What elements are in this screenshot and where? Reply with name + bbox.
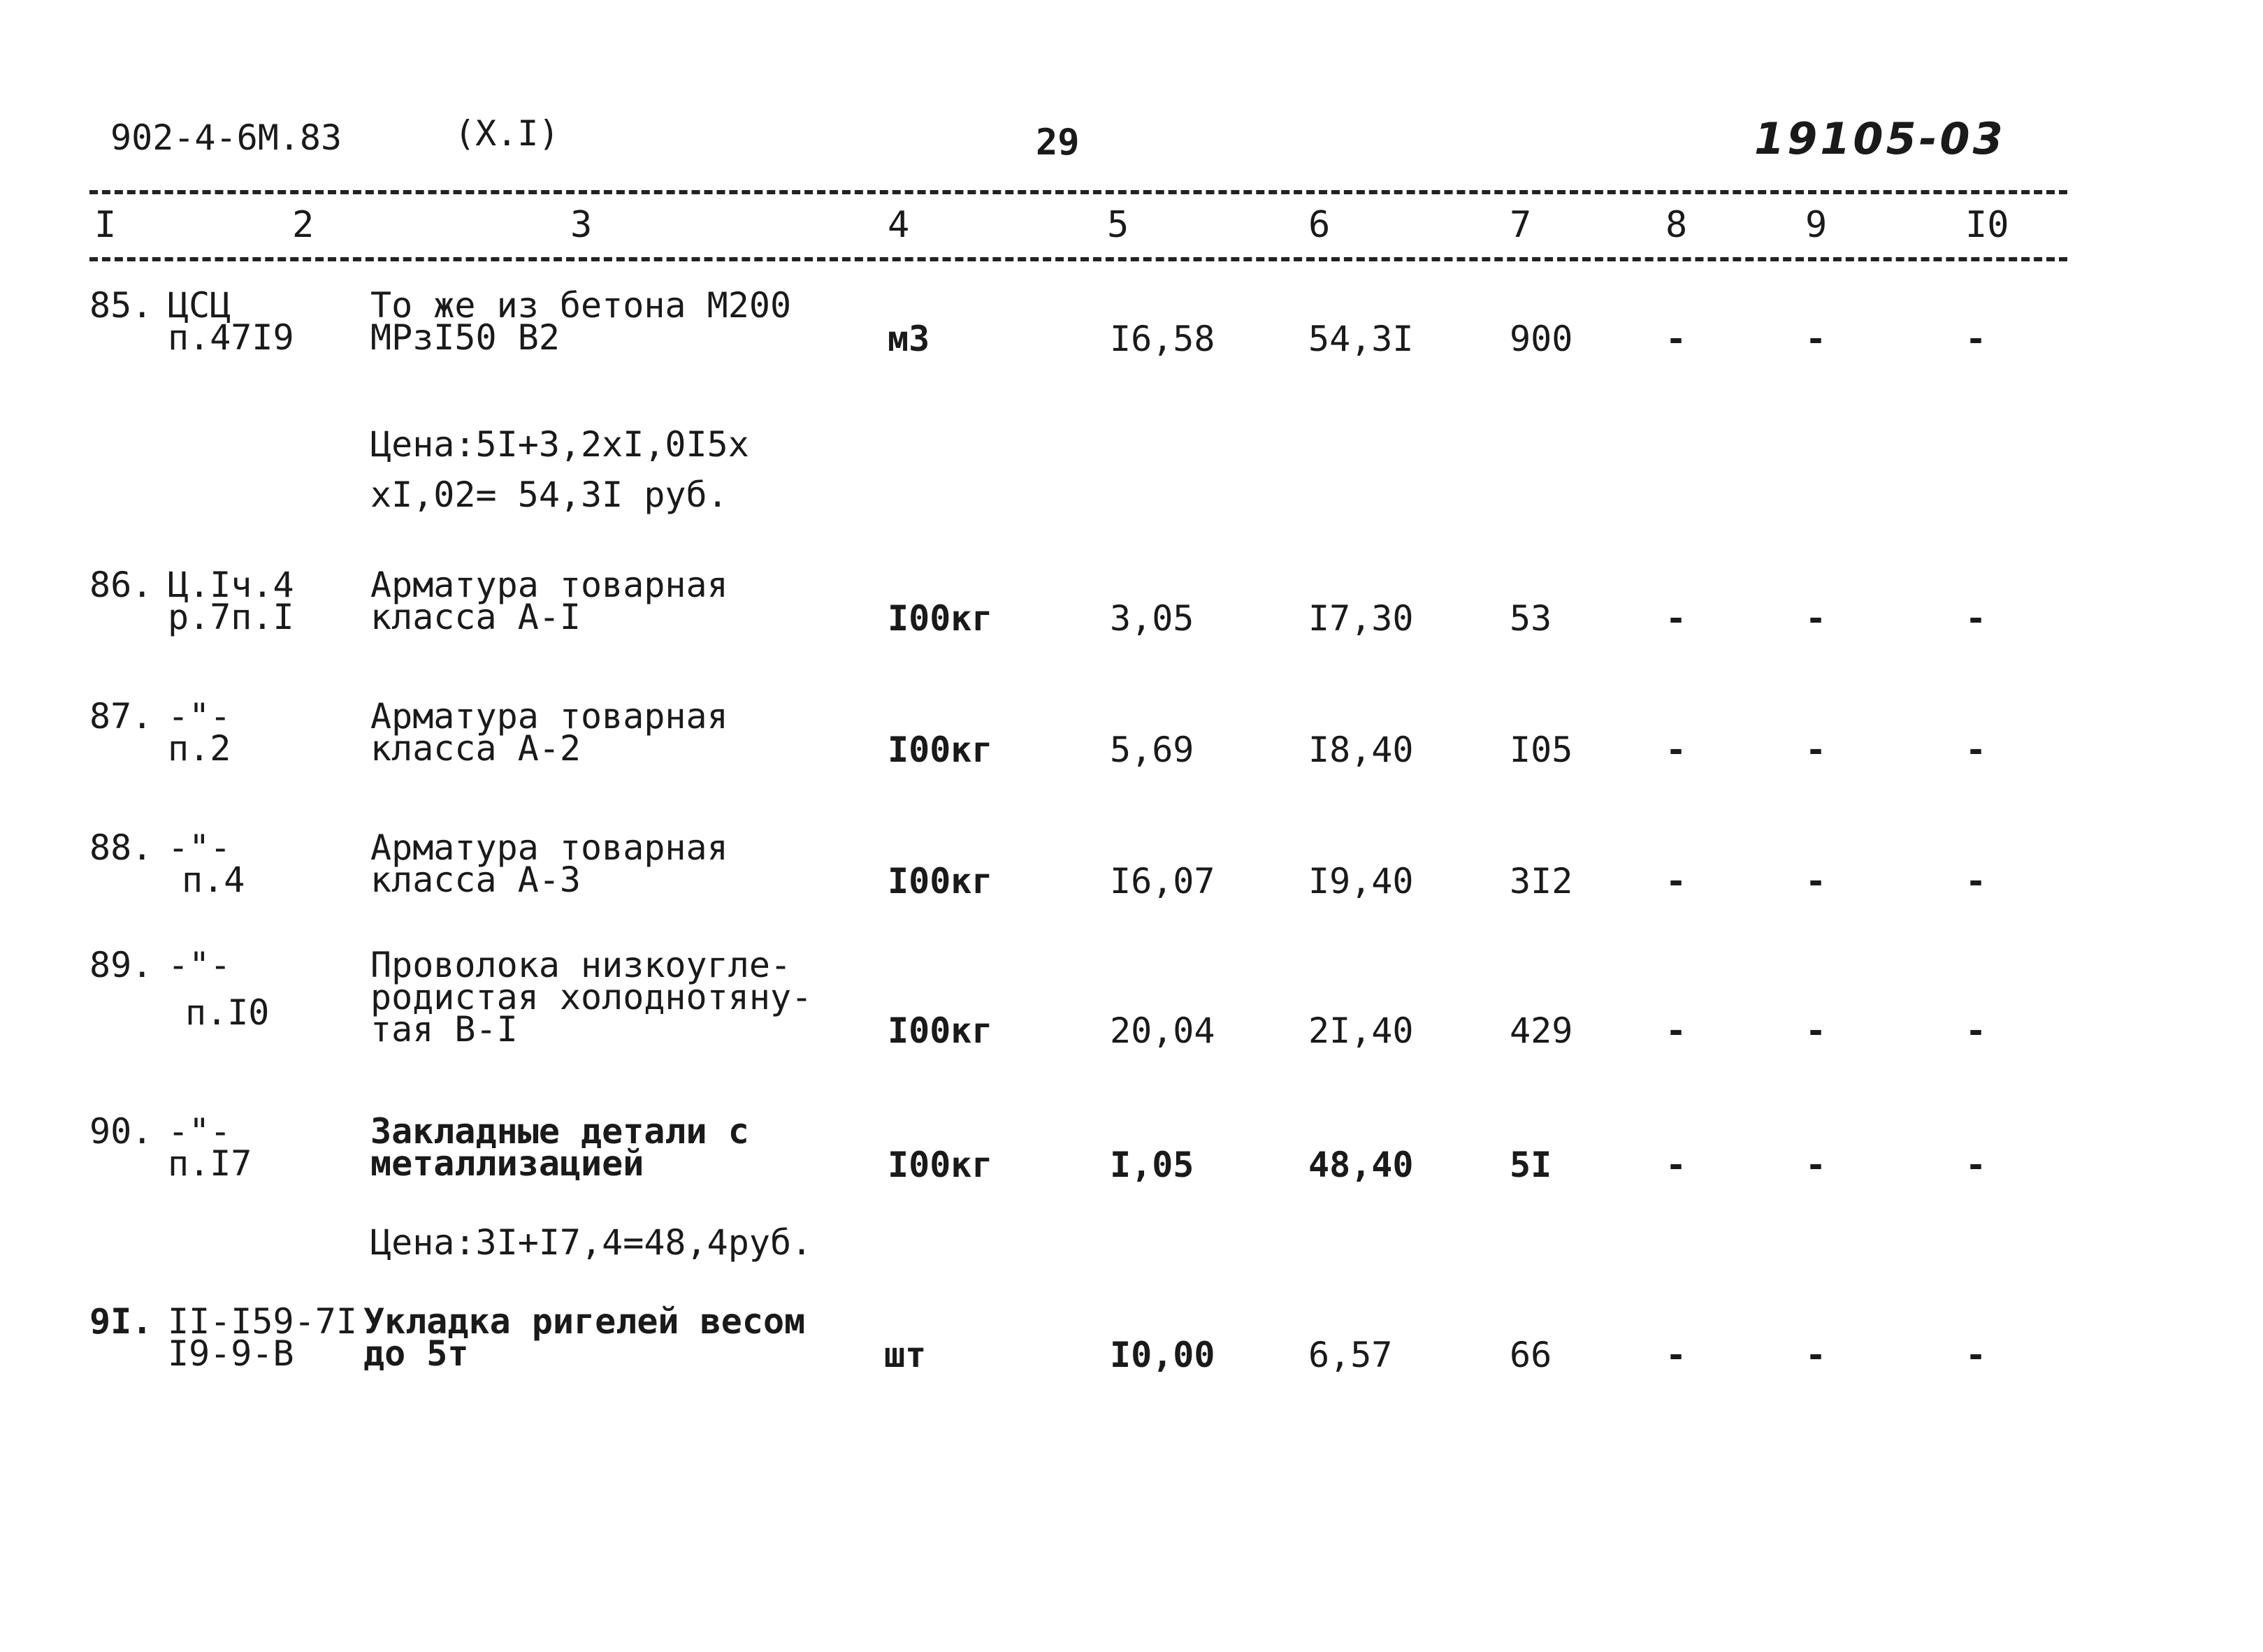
row-number: 9I. bbox=[89, 1301, 153, 1342]
row-total: 429 bbox=[1510, 1010, 1573, 1051]
row-description: То же из бетона М200 bbox=[370, 285, 792, 326]
row-reference: ЦСЦ bbox=[168, 285, 231, 326]
row-unit-price: 6,57 bbox=[1308, 1335, 1393, 1375]
section-number: (Х.I) bbox=[454, 113, 560, 154]
row-reference: -"- bbox=[168, 827, 231, 868]
document-number: 19105-03 bbox=[1754, 113, 2006, 164]
row-description: класса А-2 bbox=[370, 728, 581, 769]
column-number: 3 bbox=[570, 204, 593, 246]
row-col10: - bbox=[1965, 1335, 1987, 1375]
row-quantity: 5,69 bbox=[1110, 730, 1194, 770]
row-reference: -"- bbox=[168, 696, 231, 737]
row-description: металлизацией bbox=[370, 1143, 644, 1184]
row-col10: - bbox=[1965, 861, 1987, 901]
row-reference: II-I59-7I bbox=[168, 1301, 357, 1342]
row-number: 85. bbox=[89, 285, 153, 326]
header-rule-bottom bbox=[89, 257, 2067, 261]
row-unit: I00кг bbox=[888, 1145, 993, 1185]
row-description: класса А-3 bbox=[370, 860, 581, 900]
row-col9: - bbox=[1805, 1335, 1827, 1375]
row-number: 86. bbox=[89, 565, 153, 605]
price-note: Цена:5I+3,2хI,0I5х bbox=[370, 424, 749, 465]
row-col9: - bbox=[1805, 730, 1827, 770]
header-rule-top bbox=[89, 190, 2067, 194]
row-description: Проволока низкоугле- bbox=[370, 945, 792, 985]
row-col9: - bbox=[1805, 1145, 1827, 1185]
row-description: до 5т bbox=[363, 1333, 469, 1374]
row-quantity: 3,05 bbox=[1110, 598, 1194, 639]
row-reference: -"- bbox=[168, 945, 231, 985]
column-number: 2 bbox=[292, 204, 314, 246]
row-description: класса А-I bbox=[370, 597, 581, 637]
column-number: 6 bbox=[1308, 204, 1331, 246]
row-description: Закладные детали с bbox=[370, 1111, 749, 1152]
row-number: 90. bbox=[89, 1111, 153, 1152]
row-col9: - bbox=[1805, 1010, 1827, 1051]
row-total: 66 bbox=[1510, 1335, 1552, 1375]
row-unit-price: 54,3I bbox=[1308, 319, 1414, 359]
row-number: 88. bbox=[89, 827, 153, 868]
price-note: хI,02= 54,3I руб. bbox=[370, 474, 728, 515]
row-unit-price: I9,40 bbox=[1308, 861, 1414, 901]
row-quantity: I6,58 bbox=[1110, 319, 1215, 359]
row-unit: I00кг bbox=[888, 861, 993, 901]
row-description: Укладка ригелей весом bbox=[363, 1301, 806, 1342]
row-col10: - bbox=[1965, 319, 1987, 359]
row-description: Арматура товарная bbox=[370, 565, 728, 605]
row-col10: - bbox=[1965, 1010, 1987, 1051]
row-col8: - bbox=[1665, 861, 1687, 901]
row-total: I05 bbox=[1510, 730, 1573, 770]
column-number: 8 bbox=[1665, 204, 1688, 246]
row-quantity: I0,00 bbox=[1110, 1335, 1215, 1375]
row-col10: - bbox=[1965, 598, 1987, 639]
row-col8: - bbox=[1665, 730, 1687, 770]
row-description: Арматура товарная bbox=[370, 696, 728, 737]
row-col9: - bbox=[1805, 598, 1827, 639]
row-unit: I00кг bbox=[888, 1010, 993, 1051]
row-reference: п.4 bbox=[182, 860, 245, 900]
column-number: I0 bbox=[1965, 204, 2009, 246]
row-reference: I9-9-В bbox=[168, 1333, 294, 1374]
row-quantity: I6,07 bbox=[1110, 861, 1215, 901]
row-total: 900 bbox=[1510, 319, 1573, 359]
row-col10: - bbox=[1965, 1145, 1987, 1185]
row-total: 3I2 bbox=[1510, 861, 1573, 901]
row-col9: - bbox=[1805, 319, 1827, 359]
row-unit: I00кг bbox=[888, 730, 993, 770]
row-col8: - bbox=[1665, 1145, 1687, 1185]
row-unit: м3 bbox=[888, 319, 930, 359]
row-col8: - bbox=[1665, 1010, 1687, 1051]
row-unit-price: 2I,40 bbox=[1308, 1010, 1414, 1051]
row-unit-price: I8,40 bbox=[1308, 730, 1414, 770]
row-total: 53 bbox=[1510, 598, 1552, 639]
row-number: 87. bbox=[89, 696, 153, 737]
row-reference: Ц.Iч.4 bbox=[168, 565, 294, 605]
document-code: 902-4-6М.83 bbox=[110, 117, 342, 158]
row-reference: р.7п.I bbox=[168, 597, 294, 637]
row-unit: шт bbox=[884, 1335, 927, 1375]
row-number: 89. bbox=[89, 945, 153, 985]
row-unit-price: I7,30 bbox=[1308, 598, 1414, 639]
row-col9: - bbox=[1805, 861, 1827, 901]
row-col8: - bbox=[1665, 319, 1687, 359]
row-description: Арматура товарная bbox=[370, 827, 728, 868]
column-number: 4 bbox=[888, 204, 910, 246]
row-reference: п.I0 bbox=[185, 992, 270, 1033]
row-unit-price: 48,40 bbox=[1308, 1145, 1414, 1185]
row-quantity: I,05 bbox=[1110, 1145, 1194, 1185]
row-description: родистая холоднотяну- bbox=[370, 977, 813, 1017]
price-note: Цена:3I+I7,4=48,4руб. bbox=[370, 1222, 813, 1263]
column-number: 7 bbox=[1510, 204, 1532, 246]
row-reference: п.I7 bbox=[168, 1143, 252, 1184]
row-col10: - bbox=[1965, 730, 1987, 770]
row-description: МРзI50 В2 bbox=[370, 317, 560, 358]
column-number: I bbox=[94, 204, 117, 246]
page-number: 29 bbox=[1036, 122, 1080, 164]
row-quantity: 20,04 bbox=[1110, 1010, 1215, 1051]
row-unit: I00кг bbox=[888, 598, 993, 639]
column-number: 9 bbox=[1805, 204, 1828, 246]
row-description: тая В-I bbox=[370, 1009, 518, 1050]
row-col8: - bbox=[1665, 598, 1687, 639]
row-reference: -"- bbox=[168, 1111, 231, 1152]
row-reference: п.2 bbox=[168, 728, 231, 769]
row-reference: п.47I9 bbox=[168, 317, 294, 358]
column-number: 5 bbox=[1107, 204, 1129, 246]
row-total: 5I bbox=[1510, 1145, 1552, 1185]
row-col8: - bbox=[1665, 1335, 1687, 1375]
